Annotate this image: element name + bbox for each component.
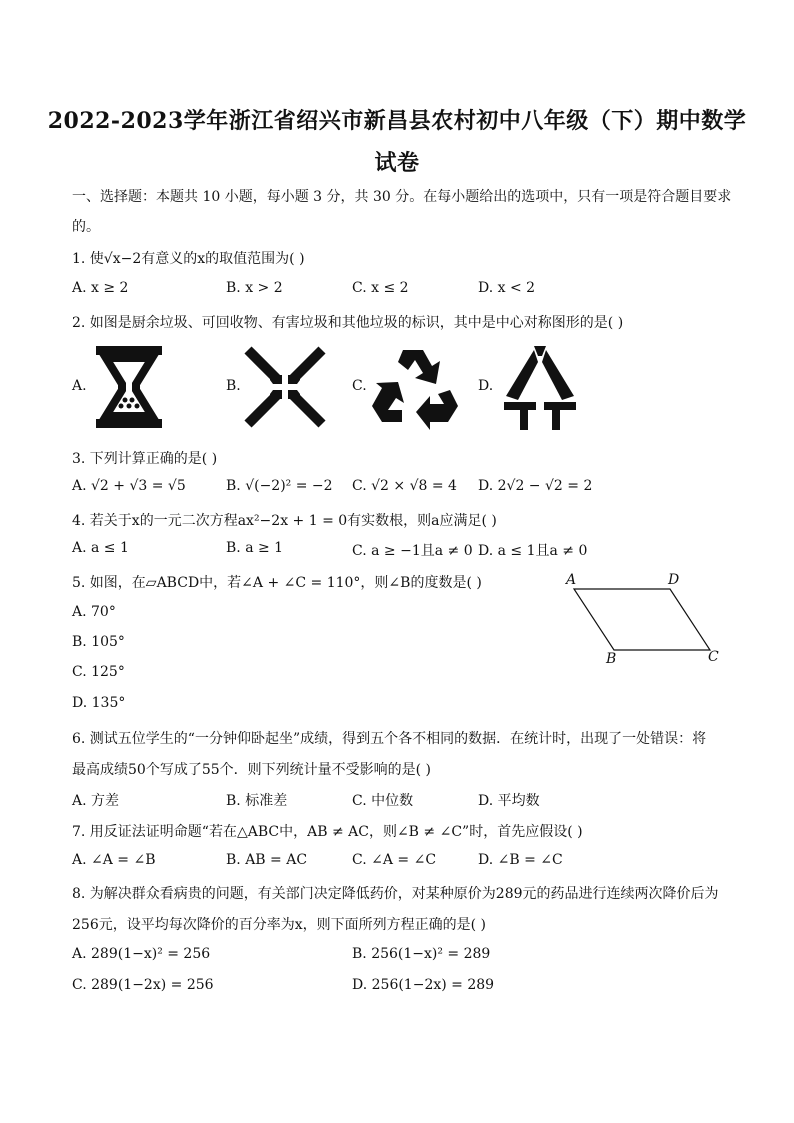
vertex-label-b: B [606,651,617,667]
question-7-option-b[interactable]: B. AB = AC [226,852,308,868]
hazardous-waste-icon [244,346,326,428]
recycle-icon [370,346,460,426]
vertex-label-c: C [708,649,719,665]
question-3-option-c[interactable]: C. √2 × √8 = 4 [352,478,457,494]
vertex-label-d: D [668,572,680,588]
question-4-stem: 4. 若关于x的一元二次方程ax²−2x + 1 = 0有实数根，则a应满足( ) [72,513,497,529]
other-waste-icon [498,344,582,432]
question-7-stem: 7. 用反证法证明命题“若在△ABC中，AB ≠ AC，则∠B ≠ ∠C”时，首先应假设( ) [72,824,583,840]
question-4-option-d[interactable]: D. a ≤ 1且a ≠ 0 [478,543,588,559]
question-1-option-c[interactable]: C. x ≤ 2 [352,280,409,296]
question-5-option-a[interactable]: A. 70° [72,604,116,620]
question-6-option-b[interactable]: B. 标准差 [226,793,288,809]
question-8-option-a[interactable]: A. 289(1−x)² = 256 [72,946,211,962]
question-2-option-a[interactable]: A. [72,378,87,394]
question-1-option-a[interactable]: A. x ≥ 2 [72,280,129,296]
question-8-option-b[interactable]: B. 256(1−x)² = 289 [352,946,491,962]
question-6-option-c[interactable]: C. 中位数 [352,793,414,809]
question-2-stem: 2. 如图是厨余垃圾、可回收物、有害垃圾和其他垃圾的标识，其中是中心对称图形的是( ) [72,315,624,331]
kitchen-waste-icon [92,344,166,430]
question-7-option-c[interactable]: C. ∠A = ∠C [352,852,437,868]
question-8-option-d[interactable]: D. 256(1−2x) = 289 [352,977,495,993]
question-4-option-b[interactable]: B. a ≥ 1 [226,540,284,556]
question-7-option-a[interactable]: A. ∠A = ∠B [72,852,156,868]
question-2-option-d[interactable]: D. [478,378,494,394]
question-8-stem-line1: 8. 为解决群众看病贵的问题，有关部门决定降低药价，对某种原价为289元的药品进行连续两次降价后为 [72,886,719,902]
question-1-stem: 1. 使√x−2有意义的x的取值范围为( ) [72,251,305,267]
question-3-stem: 3. 下列计算正确的是( ) [72,451,218,467]
question-4-option-a[interactable]: A. a ≤ 1 [72,540,129,556]
question-2-option-b[interactable]: B. [226,378,241,394]
question-2-option-c[interactable]: C. [352,378,367,394]
question-3-option-d[interactable]: D. 2√2 − √2 = 2 [478,478,593,494]
question-5-option-c[interactable]: C. 125° [72,664,125,680]
section-heading-line1: 一、选择题：本题共 10 小题，每小题 3 分，共 30 分。在每小题给出的选项中，只有一项是符合题目要求 [72,189,732,205]
question-5-option-d[interactable]: D. 135° [72,695,126,711]
question-5-option-b[interactable]: B. 105° [72,634,125,650]
section-heading-line2: 的。 [72,219,100,235]
question-6-stem-line2: 最高成绩50个写成了55个．则下列统计量不受影响的是( ) [72,762,432,778]
question-6-option-d[interactable]: D. 平均数 [478,793,540,809]
question-8-stem-line2: 256元，设平均每次降价的百分率为x，则下面所列方程正确的是( ) [72,917,486,933]
question-1-option-b[interactable]: B. x > 2 [226,280,283,296]
question-5-stem: 5. 如图，在▱ABCD中，若∠A + ∠C = 110°，则∠B的度数是( ) [72,575,482,591]
parallelogram-figure [566,584,716,654]
question-4-option-c[interactable]: C. a ≥ −1且a ≠ 0 [352,543,473,559]
question-3-option-b[interactable]: B. √(−2)² = −2 [226,478,333,494]
exam-title-line2: 试卷 [374,150,420,176]
question-1-option-d[interactable]: D. x < 2 [478,280,536,296]
question-6-stem-line1: 6. 测试五位学生的“一分钟仰卧起坐”成绩，得到五个各不相同的数据．在统计时，出现了一处错误：将 [72,731,707,747]
question-7-option-d[interactable]: D. ∠B = ∠C [478,852,563,868]
question-3-option-a[interactable]: A. √2 + √3 = √5 [72,478,186,494]
vertex-label-a: A [566,572,577,588]
question-8-option-c[interactable]: C. 289(1−2x) = 256 [72,977,214,993]
question-6-option-a[interactable]: A. 方差 [72,793,120,809]
exam-title-line1: 2022-2023学年浙江省绍兴市新昌县农村初中八年级（下）期中数学 [47,108,747,134]
